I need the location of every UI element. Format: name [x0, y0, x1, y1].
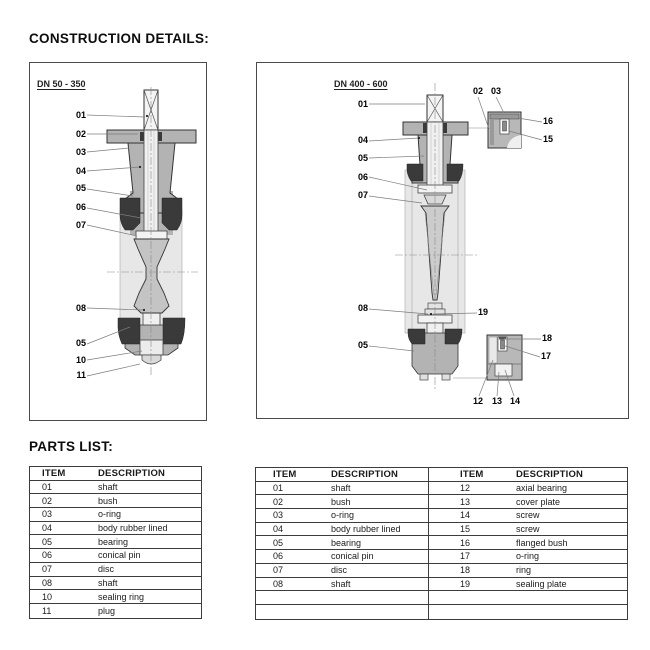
callout-17: 17 [541, 351, 552, 361]
valve-cross-section-dn400-600 [257, 63, 626, 416]
callout-12: 12 [472, 396, 483, 406]
callout-07: 07 [75, 220, 86, 230]
callout-02: 02 [75, 129, 86, 139]
col-header-item: ITEM [273, 468, 297, 480]
callout-03: 03 [75, 147, 86, 157]
table-row: 07 disc 18 ring [256, 564, 627, 578]
callout-07: 07 [357, 190, 368, 200]
table-row: 04 body rubber lined [30, 522, 201, 536]
diagram-frame-dn50-350 [29, 62, 207, 421]
rubber-seal-lower-left [408, 329, 425, 344]
col-header-item: ITEM [42, 467, 66, 479]
table-row: 07 disc [30, 563, 201, 577]
callout-02: 02 [472, 86, 483, 96]
callout-04: 04 [75, 166, 86, 176]
parts-table-right [255, 467, 628, 620]
rubber-seal-left [407, 164, 423, 181]
callout-01: 01 [357, 99, 368, 109]
table-row: 02 bush 13 cover plate [256, 495, 627, 509]
dn-range-label: DN 50 - 350 [37, 79, 86, 89]
table-row: 03 o-ring 14 screw [256, 509, 627, 523]
rubber-seal-lower-left [118, 318, 140, 344]
bush-right [443, 123, 447, 133]
parts-table-left [29, 466, 202, 619]
rubber-seal-lower-right [163, 318, 185, 344]
rubber-seal-right [447, 164, 463, 181]
table-row: 08 shaft [30, 577, 201, 591]
table-row: 11 plug [42, 605, 116, 616]
callout-08: 08 [357, 303, 368, 313]
detail-inset-bottom [487, 335, 522, 380]
table-row: 08 shaft 19 sealing plate [256, 578, 627, 592]
callout-04: 04 [357, 135, 368, 145]
table-row: 06 conical pin [30, 549, 201, 563]
dn-range-label: DN 400 - 600 [334, 79, 388, 89]
table-row-empty [256, 605, 627, 619]
valve-cross-section-dn50-350 [30, 63, 204, 418]
table-row: 01 shaft [30, 481, 201, 495]
bush-left [140, 132, 144, 141]
callout-01: 01 [75, 110, 86, 120]
callout-05: 05 [75, 183, 86, 193]
table-row-empty [256, 591, 627, 605]
callout-14: 14 [509, 396, 520, 406]
rubber-seal-lower-right [445, 329, 462, 344]
col-header-description-2: DESCRIPTION [516, 468, 584, 480]
callout-15: 15 [543, 134, 554, 144]
col-header-description: DESCRIPTION [98, 467, 166, 479]
callout-06: 06 [75, 202, 86, 212]
bush-right [158, 132, 162, 141]
detail-inset-top [488, 112, 521, 148]
table-row: 05 bearing 16 flanged bush [256, 536, 627, 550]
callout-19: 19 [478, 307, 489, 317]
rubber-seal-left [120, 198, 140, 230]
callout-18: 18 [542, 333, 553, 343]
callout-08: 08 [75, 303, 86, 313]
diagram-frame-dn400-600 [256, 62, 629, 419]
callout-11: 11 [76, 370, 86, 380]
callout-13: 13 [491, 396, 502, 406]
bearing-upper [136, 231, 167, 239]
table-row: 02 bush [30, 494, 201, 508]
bottom-screw-right [442, 374, 450, 380]
callout-16: 16 [543, 116, 554, 126]
callout-05b: 05 [357, 340, 368, 350]
col-header-item-2: ITEM [428, 468, 516, 481]
table-header-row [256, 468, 627, 482]
table-row: 05 bearing [30, 535, 201, 549]
parts-list-title: PARTS LIST: [29, 439, 114, 454]
bottom-screw-left [420, 374, 428, 380]
table-row: 06 conical pin 17 o-ring [256, 550, 627, 564]
plug [142, 355, 161, 364]
callout-05: 05 [357, 153, 368, 163]
page-title: CONSTRUCTION DETAILS: [29, 31, 210, 46]
callout-03: 03 [490, 86, 501, 96]
table-row: 01 shaft 12 axial bearing [256, 482, 627, 496]
table-row: 04 body rubber lined 15 screw [256, 523, 627, 537]
table-row: 10 sealing ring [30, 590, 201, 604]
callout-05b: 05 [75, 338, 86, 348]
col-header-description: DESCRIPTION [331, 468, 399, 480]
table-header-row [30, 467, 201, 481]
rubber-seal-right [162, 198, 182, 230]
bush-left [423, 123, 427, 133]
sealing-ring [140, 340, 163, 355]
callout-10: 10 [75, 355, 86, 365]
table-row: 03 o-ring [30, 508, 201, 522]
callout-06: 06 [357, 172, 368, 182]
